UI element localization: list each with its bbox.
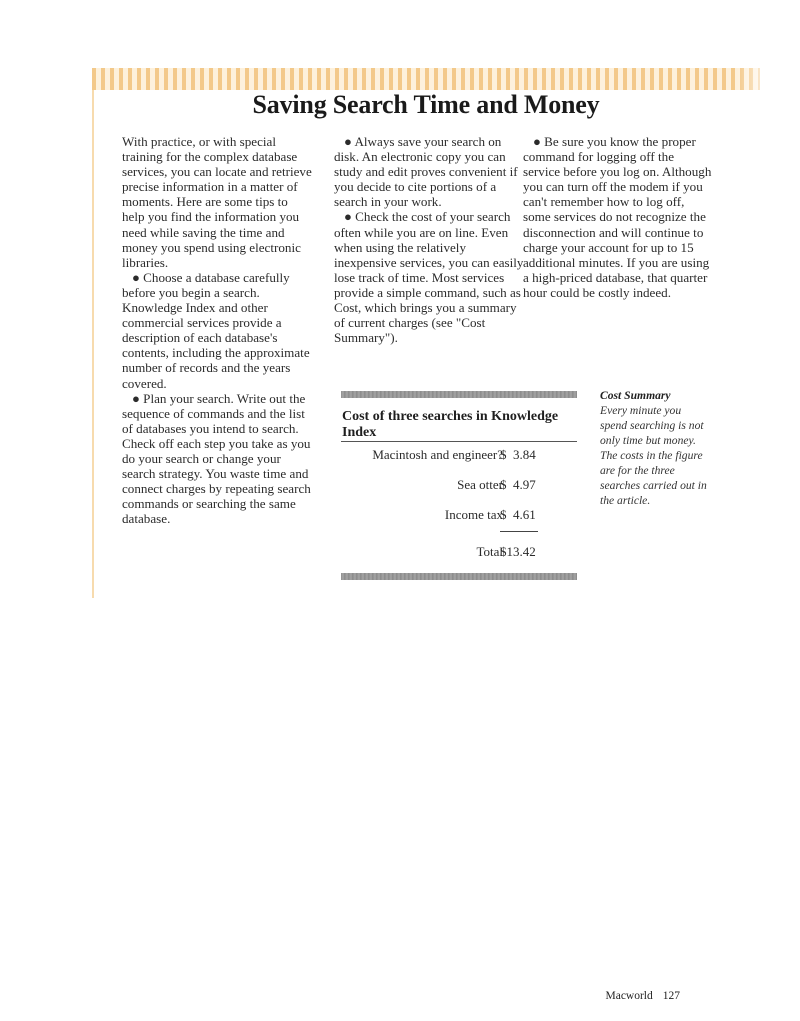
cost-row <box>341 447 577 463</box>
total-value: $13.42 <box>500 544 536 559</box>
cost-row <box>341 477 577 493</box>
figure-divider <box>341 441 577 442</box>
caption-title: Cost Summary <box>600 389 671 402</box>
cost-row-label: Income tax <box>444 507 503 522</box>
page-footer <box>540 990 680 1002</box>
margin-rule <box>92 90 94 598</box>
article-title: Saving Search Time and Money <box>252 90 600 119</box>
figure-title: Cost of three searches in Knowledge Index <box>342 409 559 440</box>
paragraph: ● Check the cost of your search often while you are on line. Even when using the relatively inexpensive services, you can easily lose track of time. Most services provide a simple command, such as Cost, which brings you a summary of current charges (see "Cost Summary"). <box>334 209 524 346</box>
figure-caption <box>600 388 710 508</box>
text-column-3 <box>523 134 713 300</box>
cost-row-value: $ 3.84 <box>500 447 536 462</box>
figure-bottom-bar <box>341 573 577 580</box>
sum-rule <box>500 531 538 532</box>
cost-row-value: $ 4.61 <box>500 507 536 522</box>
paragraph: ● Always save your search on disk. An electronic copy you can study and edit proves convenient if you decide to cite portions of a search in your work. <box>334 134 518 210</box>
cost-summary-figure <box>341 391 577 583</box>
cost-row-label: Sea otter <box>457 477 503 492</box>
paragraph: With practice, or with special training for the complex database services, you can locate and retrieve precise information in a matter of moments. Here are some tips to help you find the information you need while saving the time and money you spend using electronic libraries. <box>122 134 312 270</box>
figure-top-bar <box>341 391 577 398</box>
paragraph: ● Choose a database carefully before you begin a search. Knowledge Index and other commercial services provide a description of each database's contents, including the approximate number of records and the years covered. <box>122 269 310 391</box>
decorative-tick-bar <box>92 68 760 90</box>
cost-row <box>341 507 577 523</box>
cost-row-value: $ 4.97 <box>500 477 536 492</box>
page-number: 127 <box>662 990 680 1002</box>
text-column-2 <box>334 134 524 345</box>
caption-text: Every minute you spend searching is not only time but money. The costs in the figure are for the three searches carried out in the article. <box>600 404 707 507</box>
total-row <box>341 544 577 560</box>
magazine-name: Macworld <box>605 990 653 1002</box>
paragraph: ● Be sure you know the proper command for logging off the service before you log on. Although you can turn off the modem if you can't remember how to log off, some services do not recognize the disconnection and will continue to charge your account for up to 15 additional minutes. If you are using a high-priced database, that quarter hour could be costly indeed. <box>523 134 712 300</box>
paragraph: ● Plan your search. Write out the sequence of commands and the list of databases you intend to search. Check off each step you take as you do your search or change your search strategy. You waste time and connect charges by repeating search commands or searching the same database. <box>122 390 311 527</box>
text-column-1 <box>122 134 312 526</box>
total-label: Total <box>476 544 503 559</box>
cost-row-label: Macintosh and engineer? <box>372 447 503 462</box>
